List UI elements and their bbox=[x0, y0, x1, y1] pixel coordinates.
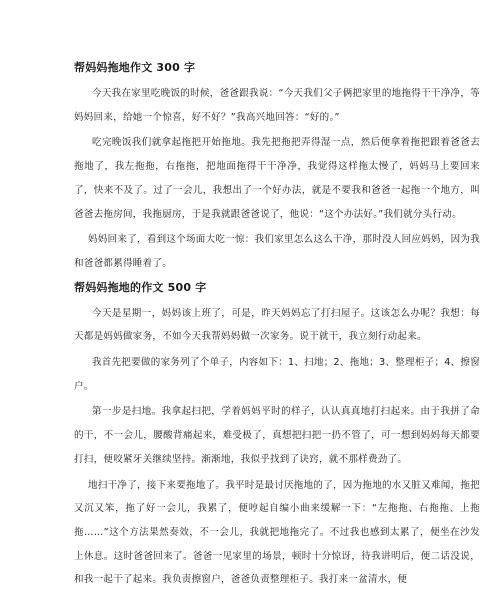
article-2-paragraph-1: 今天是星期一，妈妈该上班了，可是，昨天妈妈忘了打扫屋子。这该怎么办呢？我想：每天都是妈妈做家务，不如今天我帮妈妈做一次家务。说干就干，我立刻行动起来。 bbox=[74, 307, 480, 343]
article-1-title: 帮妈妈拖地作文 300 字 bbox=[74, 61, 196, 74]
article-1-paragraph-1: 今天我在家里吃晚饭的时候，爸爸跟我说：“今天我们父子俩把家里的地拖得干干净净，等妈妈回来，给她一个惊喜，好不好？”我高兴地回答：“好的。” bbox=[74, 88, 480, 123]
article-2-title: 帮妈妈拖地的作文 500 字 bbox=[74, 280, 207, 294]
article-1 bbox=[74, 58, 480, 276]
article-1-paragraph-2: 吃完晚饭我们就拿起拖把开始拖地。我先把拖把弄得湿一点，然后便拿着拖把跟着爸爸去拖地了，我左拖拖，右拖拖，把地面拖得干干净净，我觉得这样拖太慢了，妈妈马上要回来了，快来不及了。过了一会儿，我想出了一个好办法，就是不要我和爸爸一起拖一个地方，叫爸爸去拖房间，我拖厨房，于是我就跟爸爸说了，他说：“这个办法好。”我们就分头行动。 bbox=[74, 137, 480, 220]
article-2 bbox=[74, 278, 480, 592]
article-2-paragraph-4: 地扫干净了，接下来要拖地了。我平时是最讨厌拖地的了，因为拖地的水又脏又难闻，拖把又沉又笨，拖了好一会儿，我累了，便哼起自编小曲来缓解一下：“左拖拖、右拖拖、上拖拖……”这个方法果然奏效，不一会儿，我就把地拖完了。不过我也感到太累了，便坐在沙发上休息。这时爸爸回来了。爸爸一见家里的场景，顿时十分惊讶，待我讲明后，便二话没说，和我一起干了起来。我负责擦窗户，爸爸负责整理柜子。我打来一盆清水，便 bbox=[74, 479, 481, 586]
article-2-paragraph-2: 我首先把要做的家务列了个单子，内容如下：1、扫地；2、拖地；3、整理柜子；4、擦窗户。 bbox=[74, 357, 480, 392]
article-1-paragraph-3: 妈妈回来了，看到这个场面大吃一惊：我们家里怎么这么干净，那时没人回应妈妈，因为我和爸爸都累得睡着了。 bbox=[74, 234, 481, 269]
article-2-paragraph-3: 第一步是扫地。我拿起扫把，学着妈妈平时的样子，认认真真地打扫起来。由于我拼了命的干，不一会儿，腰酸背痛起来，难受极了，真想把扫把一扔不管了，可一想到妈妈每天都要打扫，便咬紧牙关继续坚持。渐渐地，我似乎找到了诀窍，就不那样费劲了。 bbox=[74, 406, 480, 465]
